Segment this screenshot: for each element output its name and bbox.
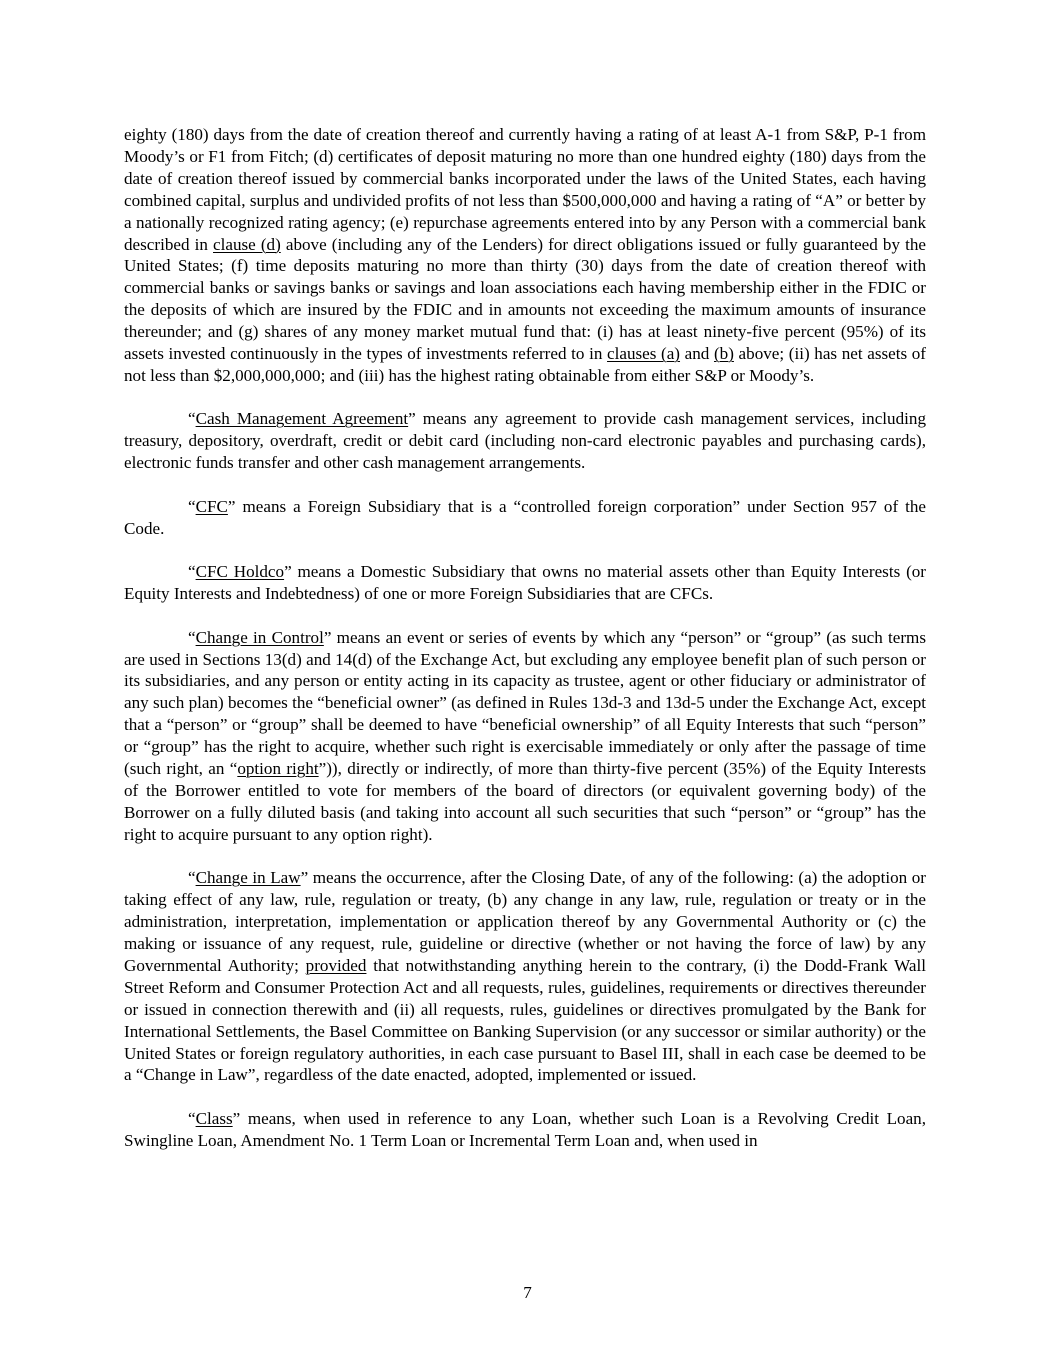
paragraph-change-in-control [124, 627, 926, 846]
defined-term: clauses (a) [607, 344, 681, 364]
defined-term: CFC Holdco [195, 562, 285, 582]
text-segment: above (including any of the Lenders) for direct obligations issued or fully guaranteed by the United States; (f) time deposits maturing no more than thirty (30) days from the date of creation thereof with commercial banks or savings banks or savings and loan associations each having membership either in the FDIC or the deposits of which are insured by the FDIC and in amounts not exceeding the maximum amounts of insurance thereunder; and (g) shares of any money market mutual fund that: (i) has at least ninety-five percent (95%) of its assets invested continuously in the types of investments referred to in [124, 234, 926, 364]
text-segment: ” means an event or series of events by which any “person” or “group” (as such terms are used in Sections 13(d) and 14(d) of the Exchange Act, but excluding any employee benefit plan of such person or its subsidiaries, and any person or entity acting in its capacity as trustee, agent or other fiduciary or administrator of any such plan) becomes the “beneficial owner” (as defined in Rules 13d-3 and 13d-5 under the Exchange Act, except that a “person” or “group” shall be deemed to have “beneficial ownership” of all Equity Interests that such “person” or “group” has the right to acquire, whether such right is exercisable immediately or only after the passage of time (such right, an “ [124, 627, 926, 779]
defined-term: Class [195, 1108, 233, 1128]
text-segment: “ [188, 562, 196, 582]
text-segment: that notwithstanding anything herein to the contrary, (i) the Dodd-Frank Wall Street Reform and Consumer Protection Act and all requests, rules, guidelines, requirements or directives thereunder or issued in connection therewith and (ii) all requests, rules, guidelines or directives promulgated by the Bank for International Settlements, the Basel Committee on Banking Supervision (or any successor or similar authority) or the United States or foreign regulatory authorities, in each case pursuant to Basel III, shall in each case be deemed to be a “Change in Law”, regardless of the date enacted, adopted, implemented or issued. [124, 955, 927, 1085]
paragraph-class [124, 1108, 926, 1152]
paragraph-cash-management-agreement [124, 408, 926, 474]
defined-term: Change in Control [195, 627, 324, 647]
defined-term: Change in Law [195, 868, 301, 888]
defined-term: Cash Management Agreement [195, 409, 409, 429]
defined-term: (b) [713, 344, 734, 364]
definitions-body [124, 124, 926, 1152]
text-segment: eighty (180) days from the date of creation thereof and currently having a rating of at least A-1 from S&P, P-1 from Moody’s or F1 from Fitch; (d) certificates of deposit maturing no more than one hundred eighty (180) days from the date of creation thereof issued by commercial banks incorporated under the laws of the United States, each having combined capital, surplus and undivided profits of not less than $500,000,000 and having a rating of “A” or better by a nationally recognized rating agency; (e) repurchase agreements entered into by any Person with a commercial bank described in [124, 125, 926, 254]
text-segment: ” means a Domestic Subsidiary that owns no material assets other than Equity Interests (or Equity Interests and Indebtedness) of one or more Foreign Subsidiaries that are CFCs. [124, 562, 926, 604]
text-segment: ” means the occurrence, after the Closing Date, of any of the following: (a) the adoption or taking effect of any law, rule, regulation or treaty, (b) any change in any law, rule, regulation or treaty or in the administration, interpretation, implementation or application thereof by any Governmental Authority or (c) the making or issuance of any request, rule, guideline or directive (whether or not having the force of law) by any Governmental Authority; [124, 868, 926, 975]
text-segment: ” means any agreement to provide cash management services, including treasury, depository, overdraft, credit or debit card (including non-card electronic payables and purchasing cards), electronic funds transfer and other cash management arrangements. [124, 409, 926, 473]
defined-term: clause (d) [213, 234, 281, 254]
text-segment: ”)), directly or indirectly, of more than thirty-five percent (35%) of the Equity Interests of the Borrower entitled to vote for members of the board of directors (or equivalent governing body) of the Borrower on a fully diluted basis (and taking into account all such securities that such “person” or “group” has the right to acquire pursuant to any option right). [124, 759, 927, 844]
text-segment: ” means, when used in reference to any Loan, whether such Loan is a Revolving Credit Loan, Swingline Loan, Amendment No. 1 Term Loan or Incremental Term Loan and, when used in [124, 1108, 926, 1150]
text-segment: “ [188, 627, 196, 647]
paragraph-change-in-law [124, 867, 926, 1086]
text-segment: ” means a Foreign Subsidiary that is a “controlled foreign corporation” under Section 957 of the Code. [124, 496, 926, 538]
defined-term: option right [237, 759, 319, 779]
text-segment: “ [188, 1108, 196, 1128]
defined-term: provided [305, 955, 367, 975]
text-segment: and [680, 344, 714, 364]
paragraph-cfc-holdco [124, 561, 926, 605]
document-page [124, 124, 926, 1173]
page-number: 7 [523, 1283, 532, 1302]
paragraph-cash-equivalents-continued [124, 124, 926, 387]
defined-term: CFC [195, 496, 228, 516]
text-segment: “ [188, 409, 196, 429]
text-segment: above; (ii) has net assets of not less than $2,000,000,000; and (iii) has the highest rating obtainable from either S&P or Moody’s. [124, 344, 926, 385]
text-segment: “ [188, 868, 196, 888]
paragraph-cfc [124, 496, 926, 540]
text-segment: “ [188, 496, 196, 516]
